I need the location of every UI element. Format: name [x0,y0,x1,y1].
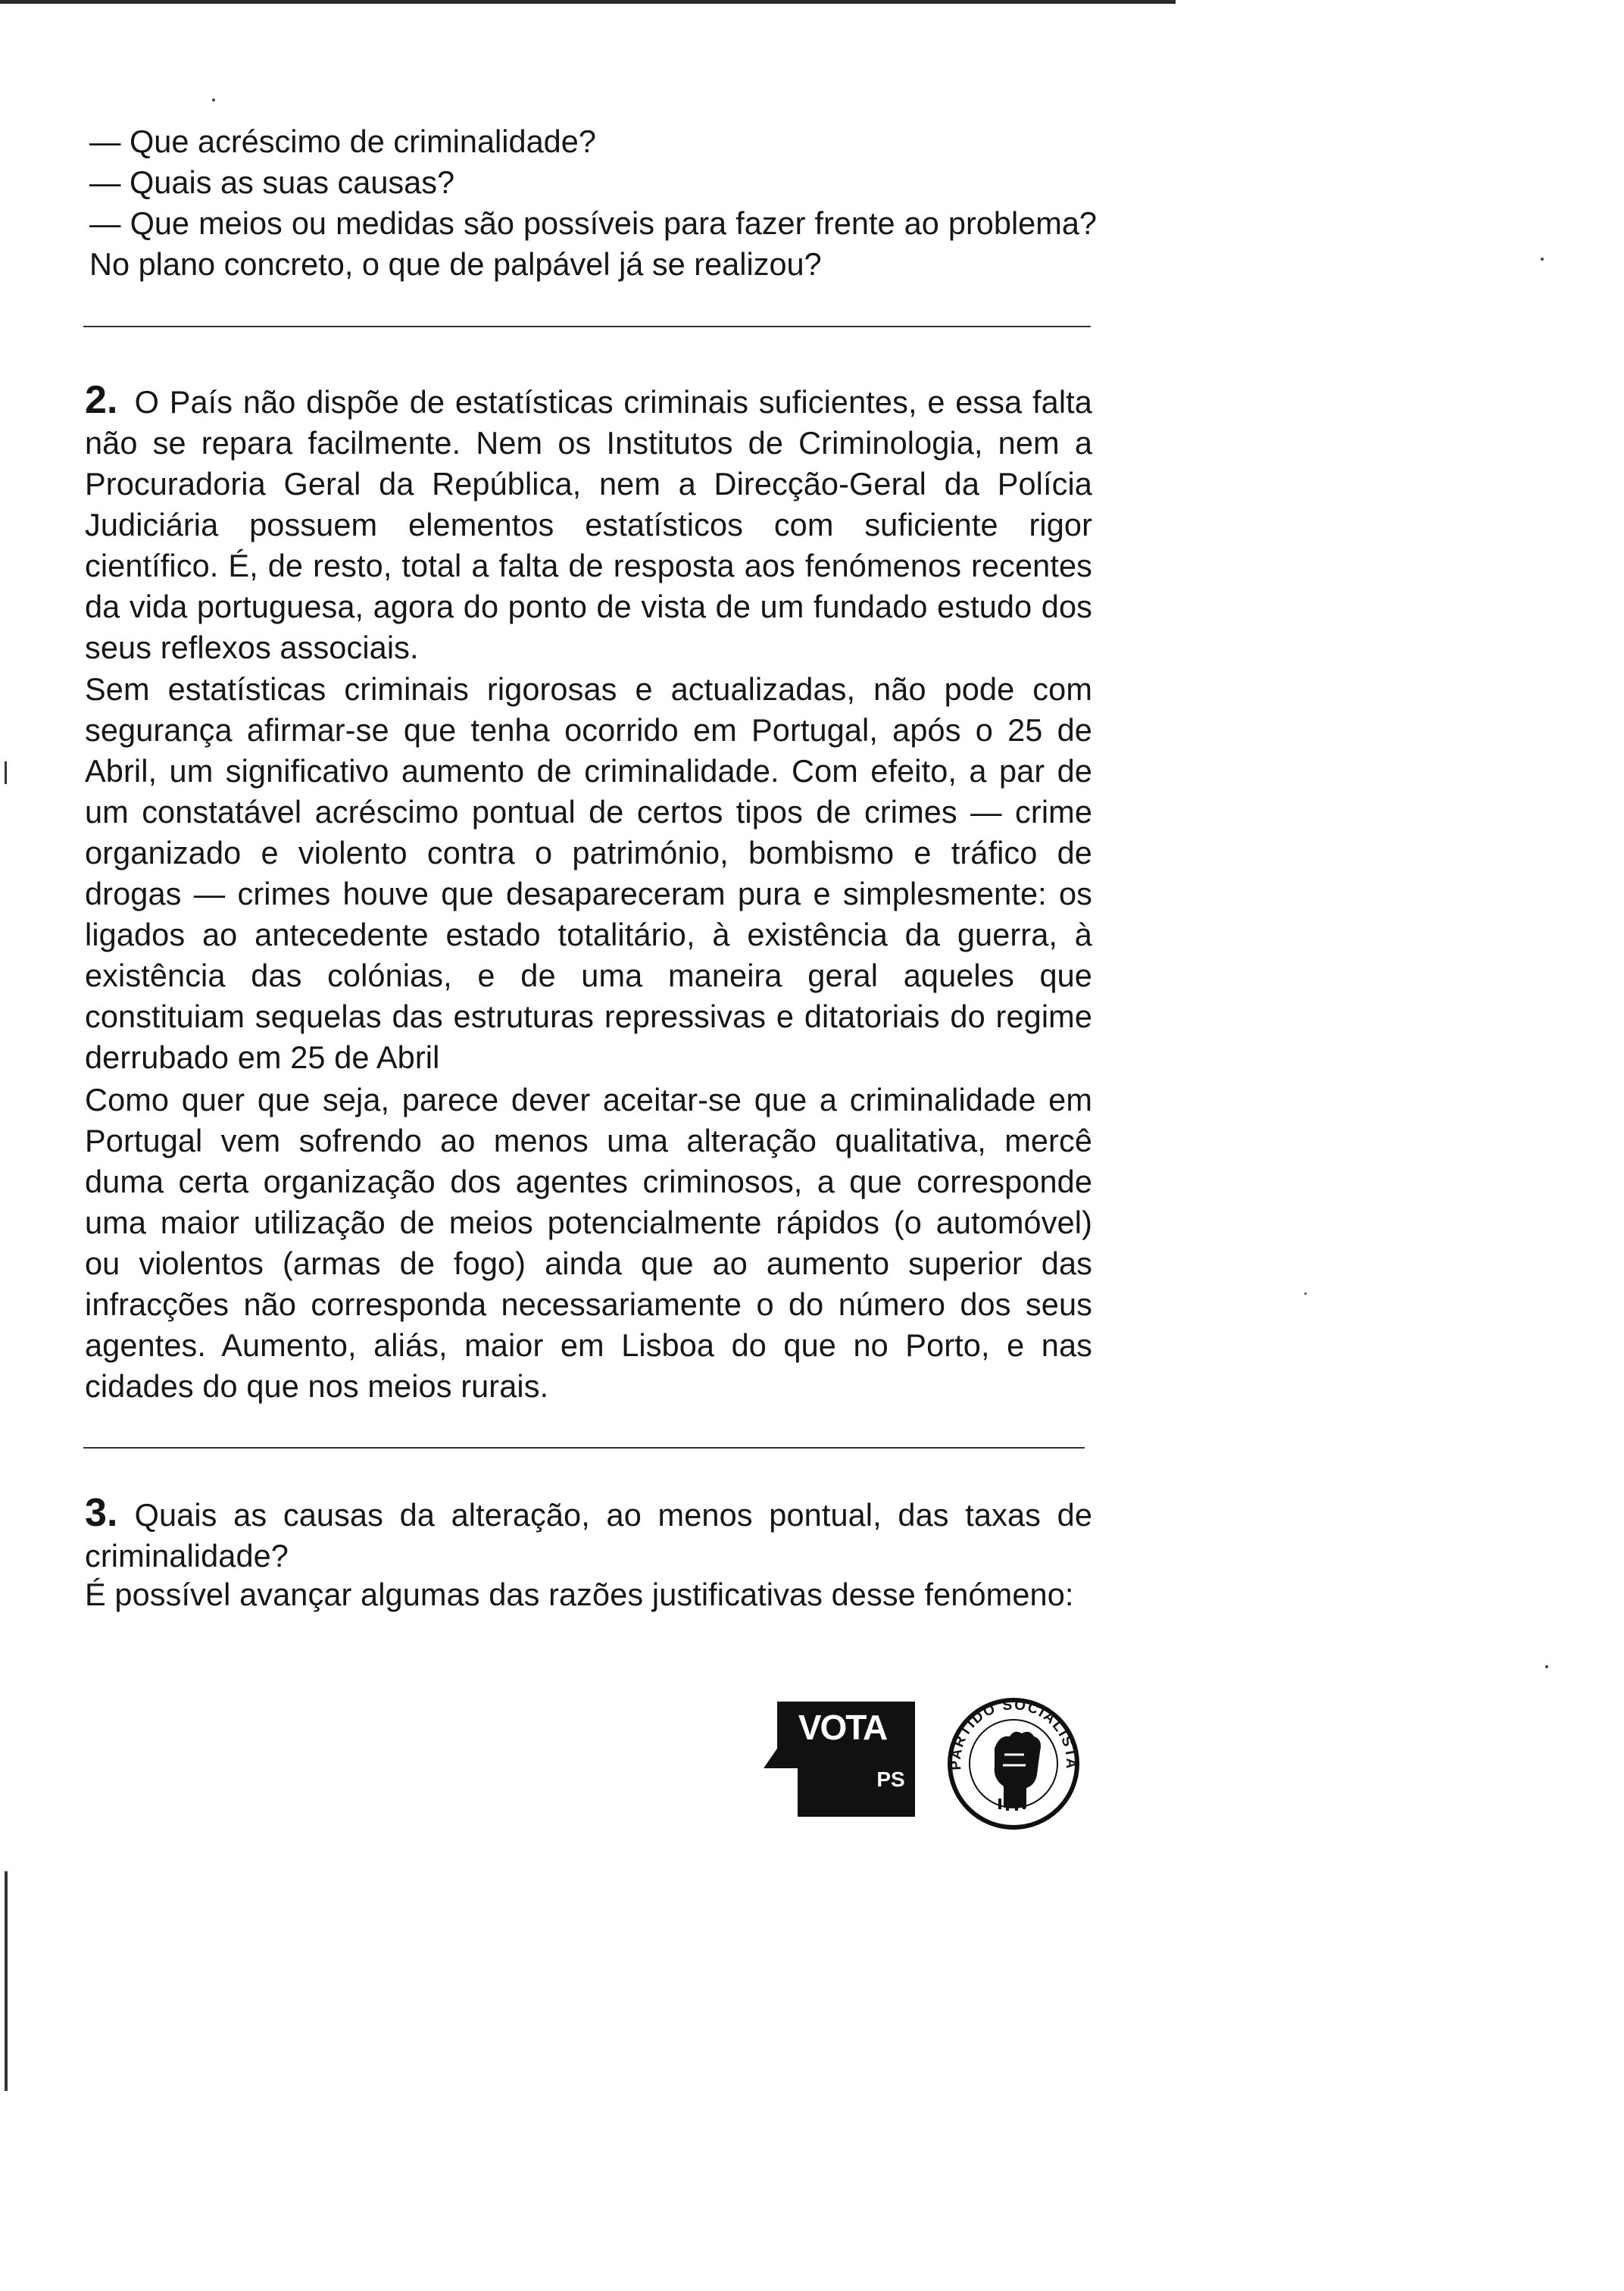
section-divider [83,326,1091,327]
section-3-paragraph-2: É possível avançar algumas das razões justificativas desse fenómeno: [85,1577,1074,1612]
scan-speck [1304,1292,1307,1295]
scan-speck [1541,258,1544,261]
svg-text:PARTIDO SOCIALISTA: PARTIDO SOCIALISTA [948,1697,1079,1771]
section-divider [83,1447,1085,1449]
section-2-paragraph-1: 2. O País não dispõe de estatísticas criminais suficientes, e essa falta não se repara facilmente. Nem os Institutos de Criminologia, nem a Procuradoria Geral da República, nem a Direcção-Geral da Polícia Judiciária possuem elementos estatísticos com suficiente rigor científico. É, de resto, total a falta de resposta aos fenómenos recentes da vida portuguesa, agora do ponto de vista de um fundado estudo dos seus reflexos associais. [85,378,1092,665]
party-logos [764,1696,1082,1847]
section-2-number: 2. [85,378,118,422]
section-2-paragraph-2: Sem estatísticas criminais rigorosas e actualizadas, não pode com segurança afirmar-se que tenha ocorrido em Portugal, após o 25 de Abril, um significativo aumento de criminalidade. Com efeito, a par de um constatável acréscimo pontual de certos tipos de crimes — crime organizado e violento contra o património, bombismo e tráfico de drogas — crimes houve que desapareceram pura e simplesmente: os ligados ao antecedente estado totalitário, à existência da guerra, à existência das colónias, e de uma maneira geral aqueles que constituiam sequelas das estruturas repressivas e ditatoriais do regime derrubado em 25 de Abril [85,671,1092,1075]
svg-text:PS: PS [876,1767,905,1791]
question-item: — Quais as suas causas? [89,164,455,200]
svg-text:VOTA: VOTA [798,1708,887,1747]
question-item: — Que acréscimo de criminalidade? [89,123,596,159]
scan-edge-mark [5,761,7,784]
section-2-paragraph-3: Como quer que seja, parece dever aceitar-se que a criminalidade em Portugal vem sofrendo ao menos uma alteração qualitativa, mercê duma certa organização dos agentes criminosos, a que corresponde uma maior utilização de meios potencialmente rápidos (o automóvel) ou violentos (armas de fogo) ainda que ao aumento superior das infracções não corresponda necessariamente o do número dos seus agentes. Aumento, aliás, maior em Lisboa do que no Porto, e nas cidades do que nos meios rurais. [85,1082,1092,1404]
scan-speck [212,98,215,102]
question-item: — Que meios ou medidas são possíveis para fazer frente ao problema? No plano concreto, o que de palpável já se realizou? [89,205,1097,282]
vota-ps-logo [764,1696,1082,1847]
opening-questions [89,121,1097,285]
scan-speck [1545,1665,1548,1668]
scan-edge-mark [5,1871,8,2091]
section-3-number: 3. [85,1491,118,1535]
section-3-paragraph-1: 3. Quais as causas da alteração, ao menos pontual, das taxas de criminalidade? [85,1491,1092,1574]
top-border-rule [0,0,1176,4]
fist-seal-icon [948,1697,1079,1827]
